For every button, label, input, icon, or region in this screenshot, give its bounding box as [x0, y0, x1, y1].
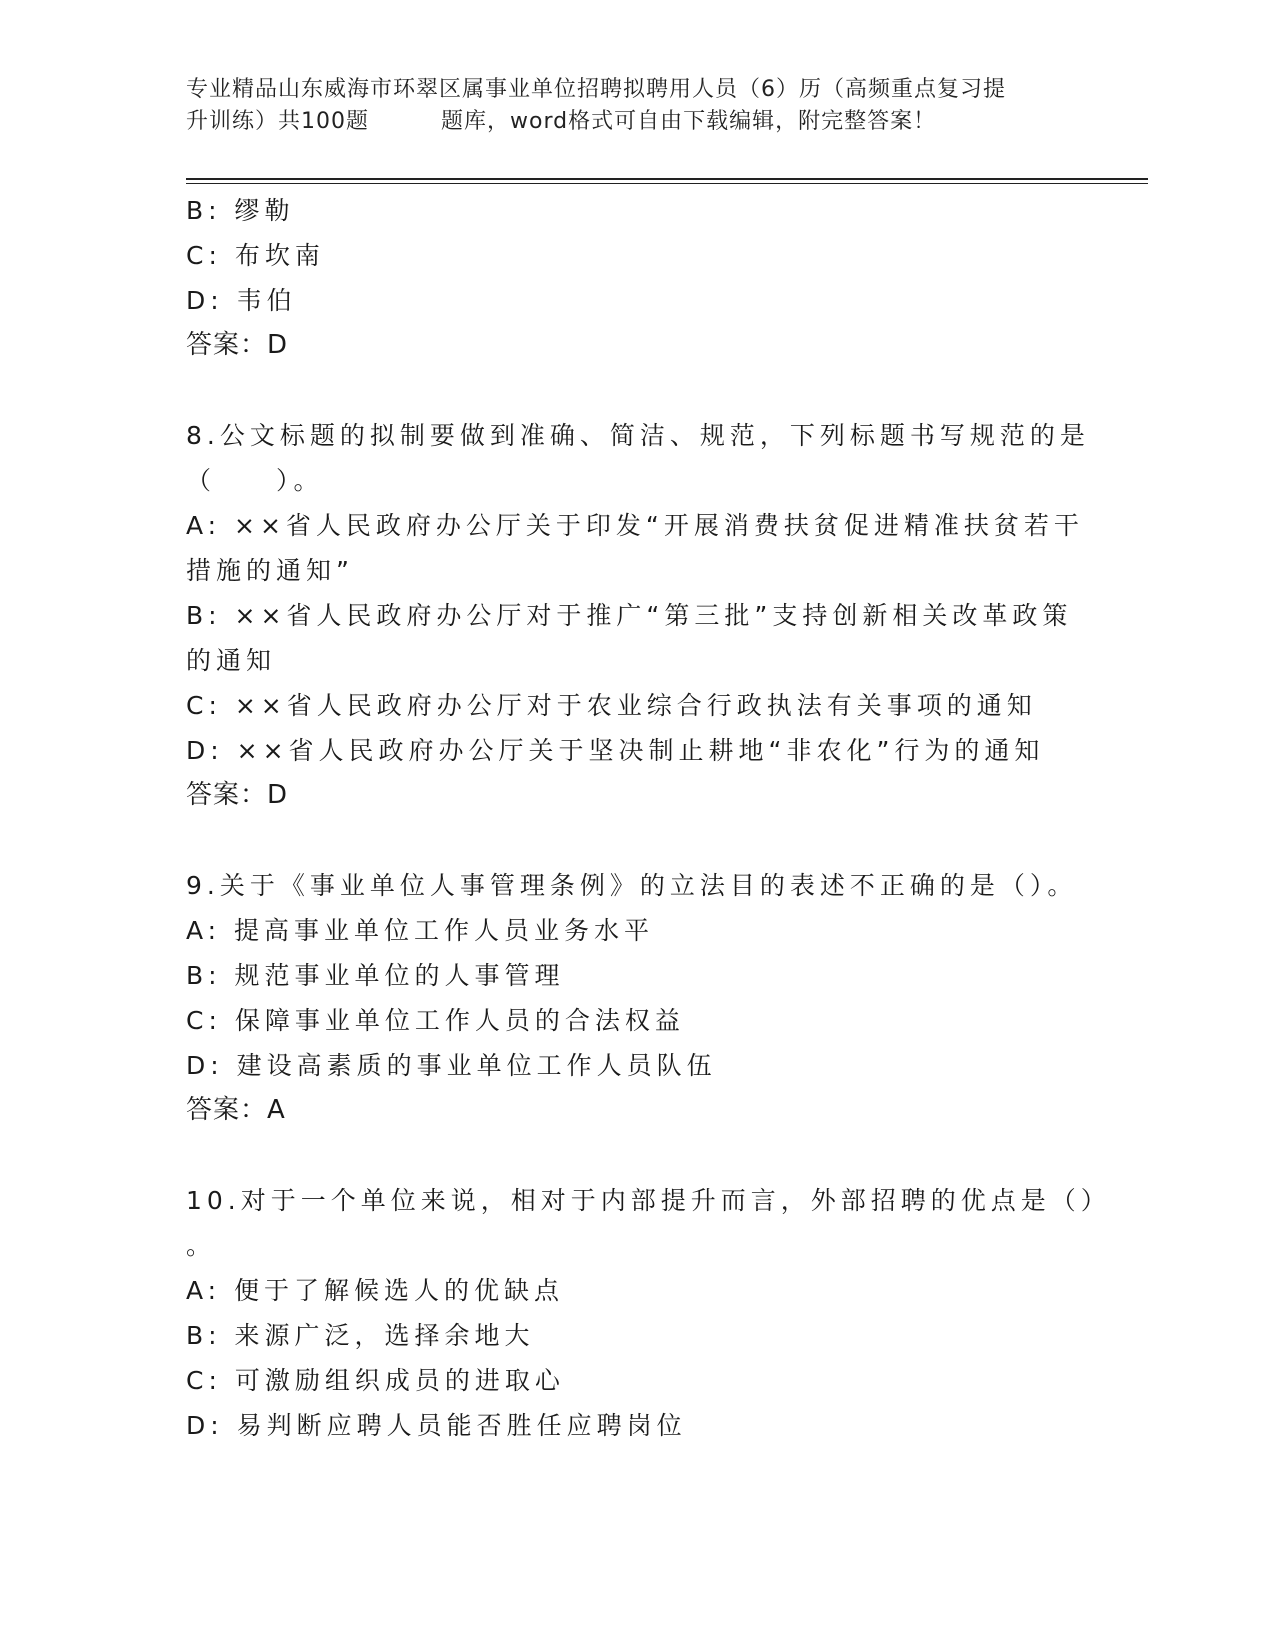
option-c: C: 布坎南: [186, 241, 325, 270]
question-block: [186, 863, 1086, 1133]
option-b: B: ××省人民政府办公厅对于推广“第三批”支持创新相关改革政策: [186, 601, 1073, 630]
option-b: B: 来源广泛，选择余地大: [186, 1321, 535, 1350]
answer-label: 答案：A: [186, 1095, 286, 1125]
option-b: B: 缪勒: [186, 196, 295, 225]
answer-label: 答案：D: [186, 780, 289, 810]
question-block: [186, 413, 1090, 818]
question-stem: 10.对于一个单位来说，相对于内部提升而言，外部招聘的优点是（）: [186, 1186, 1111, 1215]
option-b: B: 规范事业单位的人事管理: [186, 961, 565, 990]
question-stem: 9.关于《事业单位人事管理条例》的立法目的表述不正确的是（）。: [186, 871, 1078, 900]
question-stem-continued: 。: [186, 1231, 217, 1260]
page-header: [186, 74, 1086, 138]
header-line-1: 专业精品山东威海市环翠区属事业单位招聘拟聘用人员（6）历（高频重点复习提: [186, 77, 1006, 102]
question-content: [186, 188, 1111, 1448]
header-divider-thick: [186, 178, 1148, 180]
header-line-2: [186, 106, 1086, 138]
option-d: D: ××省人民政府办公厅关于坚决制止耕地“非农化”行为的通知: [186, 736, 1045, 765]
question-stem: 8.公文标题的拟制要做到准确、简洁、规范，下列标题书写规范的是: [186, 421, 1090, 450]
option-c: C: ××省人民政府办公厅对于农业综合行政执法有关事项的通知: [186, 691, 1037, 720]
answer-label: 答案：D: [186, 330, 289, 360]
header-divider-thin: [186, 183, 1148, 184]
option-a: A: 便于了解候选人的优缺点: [186, 1276, 565, 1305]
header-line-2-right: 题库，word格式可自由下载编辑，附完整答案！: [441, 109, 937, 134]
option-b-continued: 的通知: [186, 646, 277, 675]
option-a-continued: 措施的通知”: [186, 556, 354, 585]
option-c: C: 可激励组织成员的进取心: [186, 1366, 565, 1395]
question-block: [186, 1178, 1111, 1448]
option-d: D: 建设高素质的事业单位工作人员队伍: [186, 1051, 717, 1080]
header-line-2-left: 升训练）共100题: [186, 109, 369, 134]
option-d: D: 易判断应聘人员能否胜任应聘岗位: [186, 1411, 687, 1440]
option-a: A: ××省人民政府办公厅关于印发“开展消费扶贫促进精准扶贫若干: [186, 511, 1084, 540]
option-c: C: 保障事业单位工作人员的合法权益: [186, 1006, 685, 1035]
question-stem-continued: （ ）。: [186, 466, 324, 495]
question-block: [186, 188, 1086, 368]
option-a: A: 提高事业单位工作人员业务水平: [186, 916, 655, 945]
option-d: D: 韦伯: [186, 286, 297, 315]
